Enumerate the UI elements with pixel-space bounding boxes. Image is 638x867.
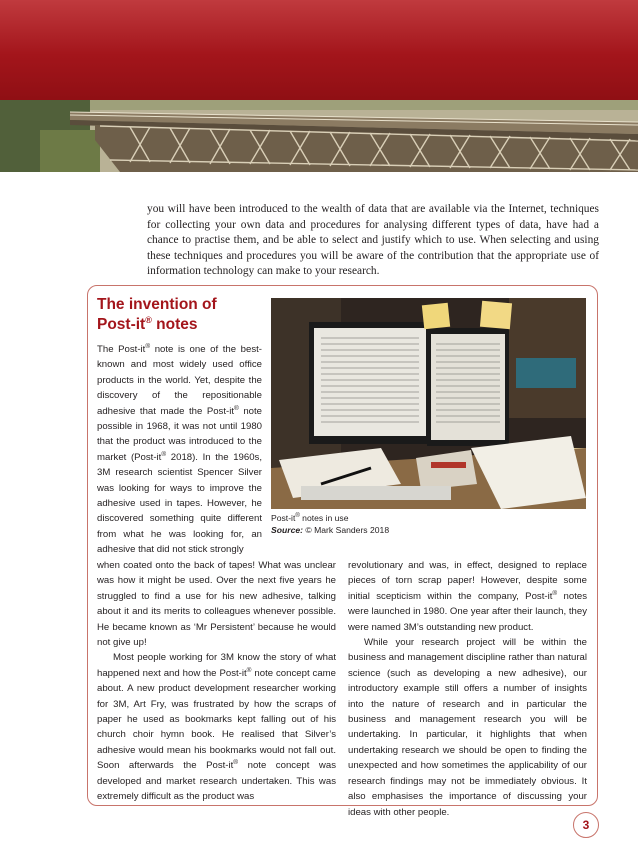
source-text: © Mark Sanders 2018 xyxy=(303,525,390,535)
registered-mark: ® xyxy=(161,450,167,458)
header-bridge-photo xyxy=(0,100,638,172)
page-number: 3 xyxy=(573,812,599,838)
case-paragraph-2 xyxy=(97,650,336,804)
text-run: notes were launched in 1980. One year after their launch, they were named 3M’s outstanding new product. xyxy=(348,590,587,633)
text-run: The Post-it xyxy=(97,344,146,355)
registered-mark: ® xyxy=(295,513,300,519)
case-paragraph-1-narrow xyxy=(97,342,262,558)
header-band xyxy=(0,0,638,100)
registered-mark: ® xyxy=(246,666,252,674)
case-paragraph-1-continued: when coated onto the back of tapes! What was unclear was how it might be used. Over the next five years he struggled to find a use for his new adhesive, talking about it and its merits to colleagues whenever possible. He became known as ‘Mr Persistent’ because he would not give up! xyxy=(97,560,336,649)
title-line-1: The invention of xyxy=(97,296,217,313)
registered-mark: ® xyxy=(552,589,558,597)
text-run: revolutionary and was, in effect, designed to replace pieces of torn scrap paper! However, despite some initial scepticism within the company, Post-it xyxy=(348,560,587,602)
photo-source xyxy=(271,524,571,536)
text-run: note is one of the best-known and most widely used office products in the world. Yet, despite the discovery of the repositionable adhesive that made the Post-it xyxy=(97,344,262,417)
registered-mark: ® xyxy=(145,315,152,325)
case-paragraph-3 xyxy=(348,558,587,635)
photo-caption xyxy=(271,512,571,536)
registered-mark: ® xyxy=(145,343,151,350)
case-study-title xyxy=(97,295,267,335)
title-notes: notes xyxy=(151,316,198,333)
case-paragraph-4: While your research project will be within the business and management discipline rather than natural science (such as developing a new adhesive), our introductory example still offers a number of insights into the nature of research and in particular the business and management research you will be undertaking. In particular, it highlights that when undertaking research we should be open to finding the unexpected and how sometimes the applicability of our research findings may not be immediately obvious. It also emphasises the importance of discussing your ideas with other people. xyxy=(348,637,587,818)
registered-mark: ® xyxy=(233,759,239,767)
registered-mark: ® xyxy=(234,404,239,412)
caption-notes: notes in use xyxy=(299,513,349,523)
source-label: Source: xyxy=(271,525,303,535)
text-run: note concept came about. A new product development researcher working for 3M, Art Fry, was frustrated by how the scraps of paper he used as bookmarks kept falling out of his church choir hymn book. He realised that Silver’s adhesive would mean his bookmarks would not fall out. Soon afterwards the Post-it xyxy=(97,667,337,772)
title-post-it: Post-it xyxy=(97,316,146,333)
text-run: note possible in 1968, it was not until 1980 that the product was introduced to the market (Post-it xyxy=(97,405,263,463)
case-column-right xyxy=(348,558,587,820)
post-it-photo xyxy=(271,298,586,509)
text-run: Most people working for 3M know the story of what happened next and how the Post-it xyxy=(97,652,336,679)
caption-post-it: Post-it xyxy=(271,513,296,523)
text-run: 2018). In the 1960s, 3M research scientist Spencer Silver was looking for ways to improve the adhesive used in tapes. However, he discovered something quite different from what he was looking for, an adhesive that did not stick strongly xyxy=(97,451,262,556)
intro-paragraph: you will have been introduced to the wealth of data that are available via the Internet, techniques for collecting your own data and procedures for analysing different types of data, have had a chance to practise them, and be able to select and justify which to use. When selecting and using these techniques and procedures you will be aware of the contribution that the appropriate use of information technology can make to your research. xyxy=(147,203,599,278)
case-column-left xyxy=(97,558,336,805)
text-run: note concept was developed and market research undertaken. This was extremely difficult as the product was xyxy=(97,760,336,803)
